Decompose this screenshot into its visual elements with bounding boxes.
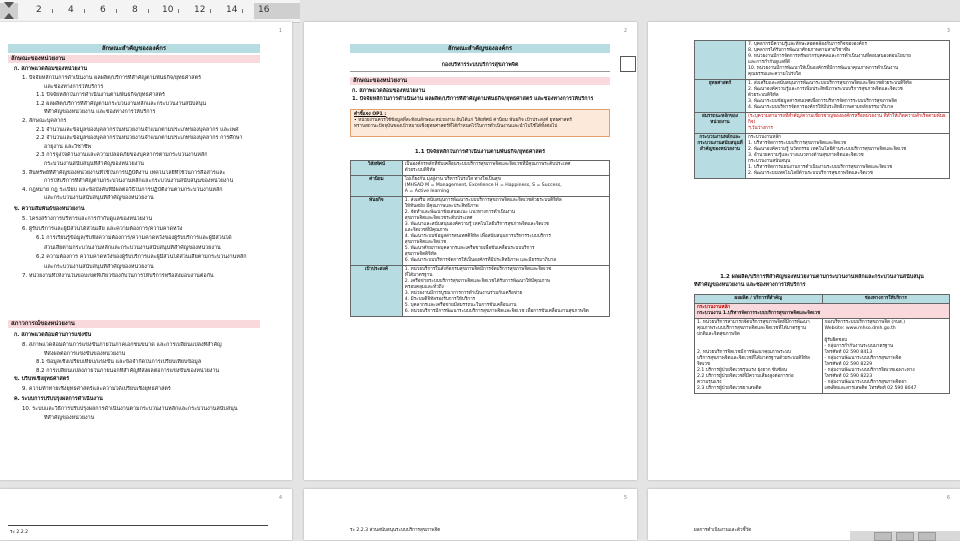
table-row [695,113,950,134]
page-snippet: ผลการดำเนินงานและตัวชี้วัด [694,528,752,533]
ruler-tick: 2 [36,5,42,15]
cell-line: กองบริหารระบบบริการสุขภาพจิต (กบส.) [824,320,905,325]
cell-line: 2. พัฒนาองค์ความรู้และการเพิ่มประสิทธิภาพระบบบริการสุขภาพจิตและจิตเวช [748,87,903,92]
body-line: 6.2 ความต้องการ ความคาดหวังของผู้รับบริการและผู้มีส่วนได้ส่วนเสียตามกระบวนงานหลัก [36,254,247,260]
body-line: 2.3 การจูงใจด้านงานและความปลอดภัยของบุคลากรตามกระบวนงานหลัก [36,152,208,159]
cell-line: คุณภาพระบบบริการสุขภาพจิตและจิตเวชที่ได้มาตรฐาน [697,326,807,331]
body-line: ที่สำคัญของหน่วยงาน [44,414,95,421]
row-label: พันธกิจ [351,197,403,266]
cell-line: 2. พัฒนาระบบเทคโนโลยีด้านระบบบริการสุขภาพจิตและจิตเวช [748,171,873,176]
department-title: กองบริหารระบบบริการสุขภาพจิต [441,62,519,68]
page-4[interactable] [0,489,292,540]
section-heading: สภาวการณ์ของหน่วยงาน [8,320,260,328]
row-content [402,197,609,266]
cell-line: (ระบุความสามารถที่สำคัญ/ความเชี่ยวชาญขององค์กรหรือหน่วยงาน ที่ทำให้เกิดความสำเร็จตามพันธกิจ) [748,114,946,125]
cell-line: (MHSAD M = Management, Excellence H = Happiness, S = Success, [404,183,562,188]
cell-line: A = Active learning [404,189,450,194]
page-5[interactable] [304,489,637,540]
row-label: เป้าประสงค์ [351,266,403,317]
column-header: ผลผลิต / บริการที่สำคัญ [695,295,823,304]
outputs-table [694,294,950,394]
first-line-indent-marker[interactable] [4,2,14,8]
cell-line: 9. หน่วยงานมีการจัดการทรัพยากรบุคคลและการดำเนินงานที่ตอบสนองต่อนโยบาย [748,54,911,59]
row-content [746,134,950,179]
table-caption-line2: ที่สำคัญของหน่วยงาน และช่องทางการให้บริการ [694,282,806,288]
row-label: กระบวนงานหลักและกระบวนงานสนับสนุนที่สำคัญของหน่วยงาน [695,134,746,179]
page-number: 3 [946,28,950,34]
page-number: 4 [278,495,282,501]
body-line: และกระบวนงานสนับสนุนที่สำคัญของหน่วยงาน [44,195,154,202]
cell-line: ไม่เกี่ยงกัน มุ่งสู่งาน บริหารโปร่งใส ทางใจเป็นสุข [404,177,501,182]
row-content [402,161,609,176]
body-line: 10. ระบบและวิธีการปรับปรุงผลการดำเนินงานตามกระบวนงานหลักและกระบวนงานสนับสนุน [22,406,238,412]
factors-table [350,160,610,317]
note-line: • หน่วยงานควรใช้ข้อมูลที่สะท้อนลักษณะหน่วยงาน อันได้แก่ วิสัยทัศน์ ค่านิยม พันธกิจ เป้าประสงค์ ยุทธศาสตร์ [354,118,572,123]
explanation-note [350,109,610,137]
cell-line: 4. พัฒนาระบบข้อมูลสารสนเทศดิจิทัล เพื่อสนับสนุนการบริหารระบบบริการ [404,234,551,239]
row-content [746,80,950,113]
cell-line: บริการสุขภาพจิตและจิตเวชที่ได้มาตรฐานด้วยระบบดิจิทัล [697,356,810,361]
cell-line: 6. พัฒนาระบบบริหารจัดการให้เป็นองค์กรที่มีประสิทธิภาพ และมีธรรมาภิบาล [404,258,557,263]
row-label [695,41,746,80]
body-line: 2.1 จำนวนและข้อมูลของบุคลากรในหน่วยงานจำแนกตามประเภทของบุคลากร และเพศ [36,126,239,133]
ruler-minor-tick [210,9,211,13]
row-label: วิสัยทัศน์ [351,161,403,176]
body-line: 1.2 ผลผลิต/บริการที่สำคัญตามกระบวนงานหลักและกระบวนงานสนับสนุน [36,100,207,107]
ruler-minor-tick [84,9,85,13]
cell-line: 6. หน่วยบริการมีการพัฒนาระบบบริการสุขภาพจิตและจิตเวช เพื่อการขับเคลื่อนงานสุขภาพจิต [404,309,589,314]
page-3[interactable] [648,22,960,480]
body-line: 6.1 การเรียนรู้ข้อมูล/รับฟังความต้องการ/ความคาดหวังของผู้รับบริการและผู้มีส่วนได้ [36,235,232,241]
ruler-tick: 14 [226,5,238,15]
page-title: ลักษณะสำคัญขององค์กร [350,44,610,53]
body-line: และช่องทางการให้บริการ [44,83,104,90]
table-row [351,176,610,197]
body-line: อายุงาน และวิชาชีพ [44,143,92,150]
table-row [351,161,610,176]
cell-line: สุขภาพจิตและจิตเวชระดับประเทศ [404,216,473,221]
cell-line: 2. จัดทำและพัฒนาข้อเสนอแนะ แนวทางการดำเนินงาน [404,210,515,215]
row-content [746,113,950,134]
cell-line: โทรศัพท์ 02 590 8413 [824,350,873,355]
table-row [695,80,950,113]
page-number: 1 [278,28,282,34]
body-line: 2. ลักษณะบุคลากร [22,118,67,124]
strategy-table [694,40,950,179]
body-line: 3. สินทรัพย์ที่สำคัญของหน่วยงานที่ใช้ในการปฏิบัติงาน เทคโนโลยีที่ใช้ในการสื่อสารและ [22,169,226,176]
cell-line: โทรศัพท์ 02 590 8223 [824,374,873,379]
cell-line: 1. บริหารจัดการแผนงานการดำเนินงานระบบบริการสุขภาพจิตและจิตเวช [748,165,893,170]
hanging-indent-marker[interactable] [4,13,14,19]
page-snippet: ระ 2.2.2 [10,530,29,535]
body-line: และกระบวนงานสนับสนุนที่สำคัญของหน่วยงาน [44,263,154,270]
body-line: 8. สภาพแวดล้อมด้านการแข่งขันภายในภาคเอกชนขนาด และการเปลี่ยนแปลงที่สำคัญ [22,342,222,348]
body-line: 2.2 จำนวนและข้อมูลของบุคลากรในหน่วยงานจำแนกตามประเภทของบุคลากร การศึกษา [36,135,243,142]
cell-line: ที่ได้มาตรฐาน [404,273,433,278]
note-title: คำชี้แจง OP1 : [354,112,387,117]
table-row [351,197,610,266]
cell-line: 7. บุคลากรมีความรู้และทักษะสอดคล้องกับภารกิจขององค์กร [748,42,867,47]
ruler-minor-tick [148,9,149,13]
body-line: 5. โครงสร้างการบริหารและการกำกับดูแลของหน่วยงาน [22,216,153,222]
table-row [351,266,610,317]
ruler-minor-tick [52,9,53,13]
text-box-handle-icon[interactable] [620,56,636,72]
row-content [746,41,950,80]
cell-line: Website: www.mhso.dmh.go.th [824,326,896,331]
cell-line: - กลุ่มการกำกับงานระบบมาตรฐาน [824,344,894,349]
horizontal-ruler[interactable] [0,0,300,23]
body-line: 7. หน่วยงานที่ให้งานในขอบเขตที่เกี่ยวข้องกับในการให้บริการหรือส่งมอบงานต่อกัน [22,273,214,279]
body-line: ส่วนเสียตามกระบวนงานหลักและกระบวนงานสนับสนุนที่สำคัญของหน่วยงาน [44,244,221,251]
body-line: 8.1 ข้อมูลเชิงเปรียบเทียบ/แข่งขัน และข้อจำกัดในการเปรียบเทียบข้อมูล [36,359,202,366]
table-top-border [8,525,268,526]
cell-line: คุณธรรมและความโปร่งใส [748,72,801,77]
status-bar-view-controls [850,531,960,540]
page-title: ลักษณะสำคัญขององค์กร [8,44,260,53]
cell-line: กระบวนงานหลัก [748,135,781,140]
cell-line: 8. บุคลากรได้รับการพัฒนาศักยภาพตามสายวิชาชีพ [748,48,850,53]
channel-cell [822,319,950,394]
ruler-minor-tick [178,9,179,13]
body-line: การให้บริการที่สำคัญตามกระบวนงานหลักและกระบวนงานสนับสนุนของหน่วยงาน [44,178,234,185]
ruler-tick: 4 [68,5,74,15]
subsection-heading: ก. สภาพแวดล้อมของหน่วยงาน [352,88,426,94]
cell-line: 1. หน่วยบริการในสังกัดกรมสุขภาพจิตมีการจัดบริการสุขภาพจิตและจิตเวช [404,267,552,272]
table-row [695,41,950,80]
item-heading: 1. ปัจจัยหลักในการดำเนินงาน ผลผลิต/บริการที่สำคัญตามพันธกิจ/ยุทธศาสตร์ และช่องทางการให้บริการ [352,96,594,102]
cell-line: 2.3 บริการผู้ป่วยจิตเวชยาเสพติด [697,386,762,391]
cell-line: 5. พัฒนาศักยภาพบุคลากรและเครือข่ายเพื่อขับเคลื่อนระบบบริการ [404,246,535,251]
ruler-tick: 6 [100,5,106,15]
section-heading: ลักษณะของหน่วยงาน [8,55,260,63]
body-line: ที่สำคัญของหน่วยงาน และช่องทางการให้บริการ [44,109,156,116]
body-line: 1. ปัจจัยหลักในการดำเนินงาน ผลผลิต/บริการที่สำคัญตามพันธกิจ/ยุทธศาสตร์ [22,75,201,81]
body-line: 8.2 การเปลี่ยนแปลงภายในภายนอกที่สำคัญที่ส่งผลต่อการแข่งขันของหน่วยงาน [36,367,220,374]
page-snippet: ระ 2.2.3 ส่วนสนับสนุนระบบบริการสุขภาพจิต [350,528,441,533]
cell-line: *เว้นว่างการ [748,126,773,131]
ruler-tick: 8 [132,5,138,15]
page-number: 6 [946,495,950,501]
row-content [402,266,609,317]
cell-line: ผู้รับผิดชอบ [824,338,848,343]
cell-line: สุขภาพจิตดิจิทัล [404,252,437,257]
page-number: 5 [623,495,627,501]
cell-line: ด้วยระบบดิจิทัล [404,168,436,173]
ruler-tick: 16 [258,5,270,15]
cell-line: 3. พัฒนาและสนับสนุนองค์ความรู้ เทคโนโลยีบริการสุขภาพจิตและจิตเวช [404,222,549,227]
subsection-heading: ก. สภาพแวดล้อมของหน่วยงาน [14,66,88,72]
output-cell [695,319,823,394]
cell-line: 3. หน่วยงานมีการบูรณาการการดำเนินงานร่วมกับเครือข่าย [404,291,523,296]
cell-line: ความรุนแรง [697,380,722,385]
row-label: สมรรถนะหลักของหน่วยงาน [695,113,746,134]
cell-line: โทรศัพท์ 02 590 8229 [824,362,873,367]
cell-line: 3. พัฒนาระบบข้อมูลสารสนเทศเพื่อการบริหารจัดการระบบบริการสุขภาพจิต [748,99,897,104]
ruler-tick: 12 [194,5,206,15]
cell-line: สุขภาพจิตและจิตเวช [404,240,447,245]
cell-line: 10. หน่วยงานมีการพัฒนาให้เป็นองค์กรที่มีการพัฒนาคุณภาพการดำเนินงาน [748,66,899,71]
row-label: ค่านิยม [351,176,403,197]
cell-line: 4. พัฒนาระบบบริหารจัดการองค์กรให้มีประสิทธิภาพตามหลักธรรมาภิบาล [748,105,894,110]
body-line: กระบวนงานสนับสนุนที่สำคัญของหน่วยงาน [44,161,144,167]
cell-line: 3. อำนวยความรู้และวางแนวทางด้านสุขภาพจิตและจิตเวช [748,153,864,158]
cell-line: 1. ส่งเสริมและสนับสนุนการพัฒนาระบบบริการสุขภาพจิตและจิตเวชด้วยระบบดิจิทัล [748,81,912,86]
ruler-minor-tick [116,9,117,13]
cell-line: 2.2 บริการผู้ป่วยจิตเวชที่มีความเสี่ยงสูงต่อการก่อ [697,374,794,379]
process-group [695,304,950,319]
subsection-heading: ข. ความสัมพันธ์ของหน่วยงาน [14,206,85,212]
cell-line: 1. หน่วยบริการสามารถจัดบริการสุขภาพจิตที่มีการพัฒนา [697,320,810,325]
table-row [695,134,950,179]
ruler-tick: 10 [162,5,174,15]
row-content [402,176,609,197]
cell-line: 5. บุคลากรและเครือข่ายมีสมรรถนะในการขับเคลื่อนงาน [404,303,517,308]
column-header: ช่องทางการให้บริการ [822,295,950,304]
cell-line: - กลุ่มงานพัฒนาระบบบริการสุขภาพจิต [824,356,902,361]
row-label: ยุทธศาสตร์ [695,80,746,113]
cell-line: - กลุ่มงานพัฒนาระบบบริการสุขภาพจิตยา [824,380,907,385]
cell-line: ครอบคลุมและทั่วถึง [404,285,444,290]
process-group-label: กระบวนงานหลัก [697,305,730,310]
subsection-heading: ก. สภาพแวดล้อมด้านการแข่งขัน [14,332,92,338]
body-line: 9. ความท้าทายเชิงยุทธศาสตร์และความได้เปรียบเชิงยุทธศาสตร์ [22,386,171,392]
subsection-heading: ค. ระบบการปรับปรุงผลการดำเนินงาน [14,396,103,402]
process-name: กระบวนงาน 1.บริหารจัดการระบบบริการสุขภาพจิตและจิตเวช [697,311,821,316]
cell-line: 2. พัฒนาองค์ความรู้ นวัตกรรม เทคโนโลยีด้านระบบบริการสุขภาพจิตและจิตเวช [748,147,907,152]
ruler-minor-tick [242,9,243,13]
cell-line: 2. หน่วยบริการจิตเวชมีการพัฒนาคุณภาพระบบ [697,350,791,355]
cell-line: ให้ทันสมัย มีคุณภาพและประสิทธิภาพ [404,204,479,209]
page-1[interactable] [0,22,292,480]
subsection-heading: ข. บริบทเชิงยุทธศาสตร์ [14,376,70,382]
section-heading: ลักษณะของหน่วยงาน [350,77,610,85]
note-line: ทราบสถานะปัจจุบันของเป้าหมายเชิงยุทธศาสตร์ที่ได้กำหนดไว้ในการดำเนินงานและนำไปใช้ได้ทั้งต่อไป [354,124,558,129]
cell-line: กระบวนงานสนับสนุน [748,159,791,164]
cell-line: 4. มีระบบดิจิทัลรองรับการให้บริการ [404,297,476,302]
cell-line: จิตเวช [697,362,710,367]
body-line: 6. ผู้รับบริการและผู้มีส่วนได้ส่วนเสีย และความต้องการ/ความคาดหวัง [22,225,183,232]
body-line: ที่ส่งผลต่อการแข่งขันของหน่วยงาน [44,350,126,357]
table-caption: 1.1 ปัจจัยหลักในการดำเนินงานตามพันธกิจ/ยุทธศาสตร์ [414,149,546,155]
body-line: 1.1 ปัจจัยหลักในการดำเนินงานตามพันธกิจ/ยุทธศาสตร์ [36,92,165,99]
cell-line: ปกติและจิตสุขภาพจิต [697,332,740,337]
divider [350,71,610,72]
cell-line: เป็นองค์กรหลักที่ขับเคลื่อนระบบบริการสุขภาพจิตและจิตเวชที่มีคุณภาพระดับประเทศ [404,162,571,167]
cell-line: - กลุ่มงานพัฒนาระบบบริการจิตเวชเฉพาะทาง [824,368,915,373]
cell-line: 1. ส่งเสริม สนับสนุนการพัฒนาระบบบริการสุขภาพจิตและจิตเวชด้วยระบบดิจิทัล [404,198,562,203]
body-line: 4. กฎหมาย กฎ ระเบียบ และข้อบังคับที่มีผลต่อวิธีในการปฏิบัติงานตามกระบวนงานหลัก [22,186,223,193]
cell-line: 2. เครือข่ายระบบบริการสุขภาพจิตและจิตเวชได้รับการพัฒนาให้มีคุณภาพ [404,279,551,284]
page-2[interactable] [304,22,637,480]
cell-line: 1. บริหารจัดการระบบบริการสุขภาพจิตและจิตเวช [748,141,847,146]
cell-line: และจิตเวชที่มีคุณภาพ [404,228,449,233]
table-caption: 1.2 ผลผลิต/บริการที่สำคัญของหน่วยงานตามกระบวนงานหลักและกระบวนงานสนับสนุน [720,274,924,280]
page-number: 2 [623,28,627,34]
cell-line: เสพติดและสารเสพติด โทรศัพท์ 02 590 8047 [824,386,917,391]
cell-line: และการกำกับดูแลที่ดี [748,60,790,65]
cell-line: 2.1 บริการผู้ป่วยจิตเวชรุนแรง ยุ่งยาก ซับซ้อน [697,368,788,373]
cell-line: ด้วยระบบดิจิทัล [748,93,779,98]
